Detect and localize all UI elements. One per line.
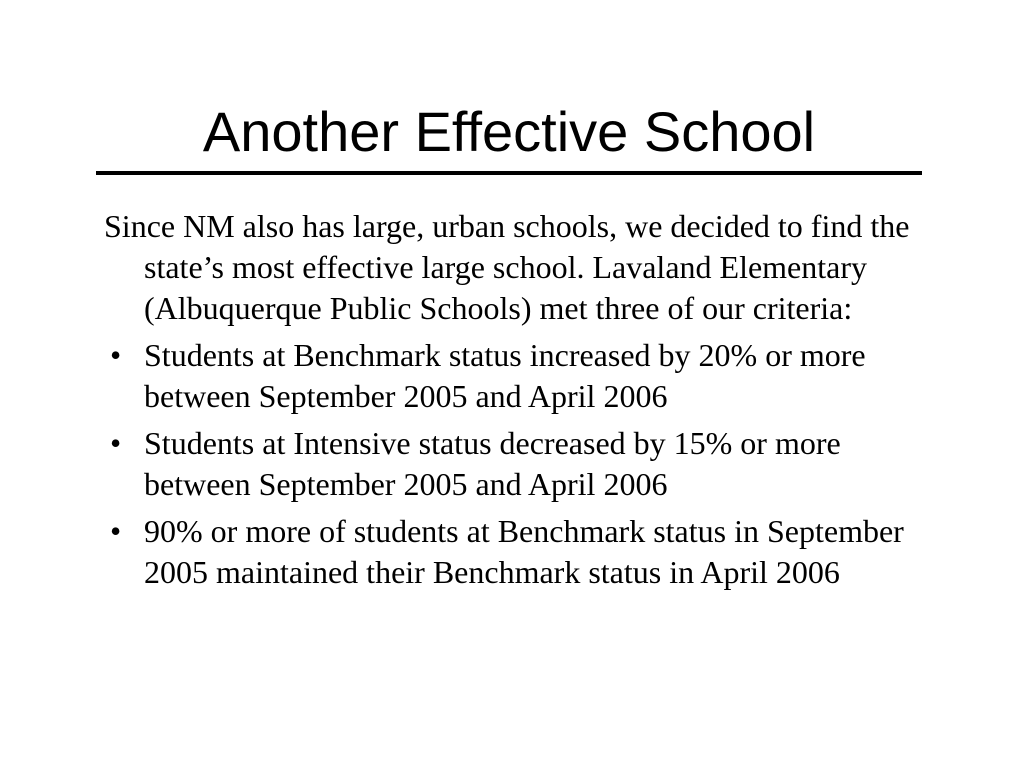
title-underline (96, 171, 922, 175)
bullet-icon: • (110, 425, 122, 461)
bullet-text: 90% or more of students at Benchmark status in September 2005 maintained their Benchmark status in April 2006 (144, 513, 904, 590)
bullet-text: Students at Intensive status decreased by 15% or more between September 2005 and April 2006 (144, 425, 841, 502)
slide-body (104, 206, 934, 599)
list-item (104, 423, 934, 505)
intro-paragraph: Since NM also has large, urban schools, we decided to find the state’s most effective large school. Lavaland Elementary (Albuquerque Public Schools) met three of our criteria: (104, 208, 910, 326)
criteria-list (104, 335, 934, 593)
list-item (104, 511, 934, 593)
slide-title: Another Effective School (202, 100, 816, 163)
list-item (104, 335, 934, 417)
bullet-icon: • (110, 337, 122, 373)
bullet-icon: • (110, 513, 122, 549)
bullet-text: Students at Benchmark status increased by 20% or more between September 2005 and April 2006 (144, 337, 866, 414)
